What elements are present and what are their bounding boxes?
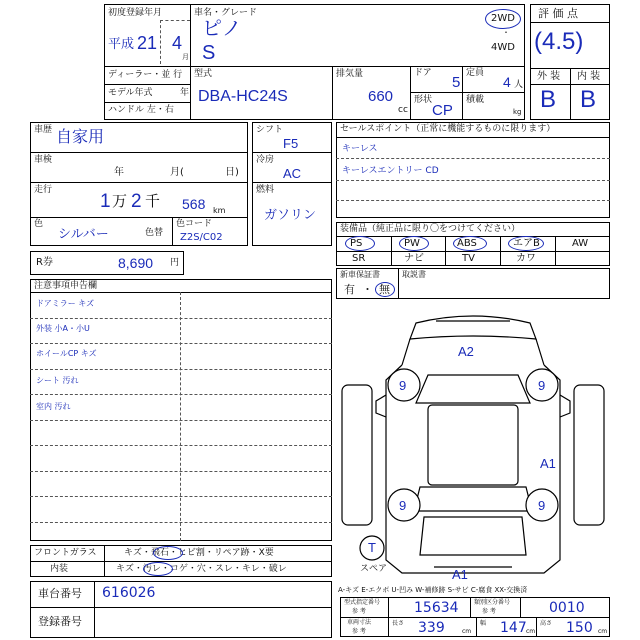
- equip-leather[interactable]: カワ: [516, 253, 536, 264]
- aircon-value: AC: [283, 166, 302, 181]
- exterior-label: 外 装: [537, 71, 561, 82]
- shift-label: シフト: [256, 125, 284, 135]
- notes-row-line: [30, 471, 332, 472]
- class-label: 類別区分番号: [474, 599, 511, 606]
- height-prefix: 高さ: [540, 620, 553, 627]
- recycle-box: [30, 251, 184, 275]
- registration-label: 登録番号: [38, 615, 82, 628]
- type-spec-label: 型式指定番号: [344, 599, 381, 606]
- model-year-label: モデル年式: [108, 88, 153, 98]
- history-value: 自家用: [56, 129, 105, 146]
- length-unit: cm: [462, 628, 472, 635]
- dealer-label: ディーラー・並 行: [108, 70, 183, 80]
- capacity-label: 定員: [466, 68, 485, 78]
- inspection-label: 車検: [34, 155, 53, 165]
- mileage-man: 1: [100, 191, 111, 212]
- load-label: 積載: [466, 95, 485, 105]
- notes-row-line: [30, 522, 332, 523]
- first-registration-label: 初度登録年月: [108, 8, 163, 18]
- sales-points-label: セールスポイント（正常に機能するものに限ります）: [340, 124, 556, 134]
- damage-legend: A-キズ E-エクボ U-凹み W-補修跡 S-サビ C-腐食 XX-交換済: [338, 586, 528, 594]
- warranty-no[interactable]: 無: [379, 283, 390, 296]
- recycle-unit: 円: [170, 258, 180, 268]
- era-label: 平成: [108, 37, 135, 52]
- equip-circle: [345, 236, 375, 251]
- type-value: DBA-HC24S: [198, 88, 288, 105]
- length-label: 車両寸法: [347, 619, 372, 626]
- note-item: 外装 小A・小U: [36, 324, 90, 333]
- sales-point-item: キーレスエントリー CD: [342, 166, 439, 176]
- shift-value: F5: [283, 136, 299, 151]
- inspection-day-unit: 日): [225, 167, 239, 178]
- interior-selected-circle: [143, 562, 173, 576]
- displacement-value: 660: [368, 88, 394, 105]
- type-label: 型式: [194, 69, 213, 79]
- height-value: 150: [566, 620, 593, 636]
- note-item: 室内 汚れ: [36, 402, 71, 411]
- rating-label: 評 価 点: [538, 7, 578, 20]
- fuel-value: ガソリン: [264, 207, 317, 222]
- car-grade-label: 車名・グレード: [194, 8, 258, 18]
- front-glass-label: フロントガラス: [34, 548, 97, 558]
- equip-circle: [453, 236, 487, 251]
- interior-grade: B: [580, 86, 597, 113]
- doors-label: ドア: [414, 68, 432, 78]
- load-unit: kg: [513, 108, 522, 116]
- chassis-value: 616026: [102, 585, 156, 601]
- damage-mark: A1: [540, 456, 556, 471]
- mileage-sen-unit: 千: [145, 192, 161, 210]
- damage-mark: A2: [458, 344, 474, 359]
- type-spec-sub: 参 考: [352, 608, 366, 615]
- equip-circle: [399, 236, 429, 251]
- equip-navi[interactable]: ナビ: [404, 253, 424, 264]
- warranty-selected-circle: [375, 282, 395, 297]
- chassis-label: 車台番号: [38, 587, 82, 600]
- equip-abs[interactable]: ABS: [457, 238, 477, 249]
- notes-row-line: [30, 318, 332, 319]
- notes-row-line: [30, 420, 332, 421]
- color-change-label: 色替: [145, 228, 164, 238]
- drive-2wd-option[interactable]: 2WD: [491, 13, 515, 24]
- interior-cond-label: 内装: [50, 564, 69, 574]
- registration-year: 21: [137, 33, 158, 53]
- equip-pw[interactable]: PW: [404, 238, 420, 249]
- height-unit: cm: [598, 628, 608, 635]
- damage-mark: 9: [538, 498, 546, 513]
- sales-point-item: キーレス: [342, 144, 378, 154]
- notes-row-line: [30, 369, 332, 370]
- drive-separator: ・: [502, 28, 510, 37]
- equip-tv[interactable]: TV: [462, 253, 475, 264]
- history-label: 車歴: [34, 125, 53, 135]
- color-value: シルバー: [58, 226, 109, 241]
- shape-label: 形状: [414, 95, 433, 105]
- equip-circle: [508, 236, 544, 251]
- model-year-unit: 年: [180, 88, 190, 98]
- rating-score: (4.5): [534, 28, 584, 55]
- spare-mark: T: [368, 540, 376, 555]
- aircon-label: 冷房: [256, 155, 275, 165]
- drive-4wd-option[interactable]: 4WD: [491, 42, 515, 53]
- handle-label: ハンドル 左・右: [108, 105, 174, 115]
- recycle-value: 8,690: [118, 255, 154, 271]
- mileage-sen: 2: [131, 191, 142, 212]
- notes-row-line: [30, 343, 332, 344]
- displacement-label: 排気量: [336, 69, 364, 79]
- registration-month: 4: [172, 33, 183, 53]
- interior-label: 内 装: [577, 71, 601, 82]
- color-code-label: 色コード: [176, 219, 213, 229]
- equip-sr[interactable]: SR: [352, 253, 366, 264]
- warranty-dot: ・: [362, 283, 373, 296]
- equip-aw[interactable]: AW: [572, 238, 589, 249]
- car-name: ピノ: [202, 18, 242, 40]
- front-glass-selected-circle: [153, 546, 183, 560]
- type-spec-value: 15634: [414, 600, 459, 616]
- capacity-value: 4: [503, 74, 511, 90]
- recycle-label: R券: [36, 257, 53, 268]
- note-item: ドアミラー キズ: [36, 299, 95, 308]
- notes-row-line: [30, 445, 332, 446]
- mileage-unit: km: [213, 206, 226, 215]
- length-prefix: 長さ: [392, 620, 405, 627]
- warranty-yes[interactable]: 有: [344, 283, 355, 296]
- capacity-unit: 人: [514, 80, 524, 90]
- month-unit: 月: [182, 53, 189, 61]
- damage-mark: 9: [399, 378, 407, 393]
- shape-value: CP: [432, 102, 453, 119]
- car-grade: S: [202, 42, 216, 64]
- fuel-label: 燃料: [256, 185, 275, 195]
- color-code-value: Z2S/C02: [180, 232, 223, 243]
- width-prefix: 幅: [480, 620, 487, 627]
- equip-ps[interactable]: PS: [350, 238, 363, 249]
- class-sub: 参 考: [482, 608, 496, 615]
- front-glass-options: キズ・飛石・ヒビ割・リペア跡・X要: [124, 548, 274, 558]
- inspection-month-unit: 月(: [170, 167, 184, 178]
- car-damage-diagram: [336, 305, 610, 583]
- equip-airbag[interactable]: エアB: [513, 238, 540, 249]
- length-sub: 参 考: [352, 628, 366, 635]
- mileage-man-unit: 万: [112, 192, 128, 210]
- equipment-label: 装備品（純正品に限り〇をつけてください）: [340, 224, 521, 234]
- note-item: シート 汚れ: [36, 376, 79, 385]
- width-value: 147: [500, 620, 527, 636]
- damage-mark: 9: [538, 378, 546, 393]
- doors-value: 5: [452, 74, 461, 91]
- mileage-rest: 568: [182, 196, 206, 212]
- interior-cond-options: キズ・汚レ・コゲ・穴・スレ・キレ・破レ: [116, 564, 287, 574]
- length-value: 339: [418, 620, 445, 636]
- manual-label: 取説書: [402, 270, 426, 279]
- spare-label: スペア: [360, 564, 388, 574]
- width-unit: cm: [526, 628, 536, 635]
- notes-label: 注意事項申告欄: [34, 281, 98, 291]
- class-value: 0010: [549, 600, 585, 616]
- displacement-unit: cc: [398, 105, 408, 115]
- warranty-label: 新車保証書: [340, 270, 380, 279]
- damage-mark: 9: [399, 498, 407, 513]
- notes-row-line: [30, 496, 332, 497]
- note-item: ホイールCP キズ: [36, 349, 97, 358]
- damage-mark: A1: [452, 567, 468, 582]
- notes-row-line: [30, 394, 332, 395]
- mileage-label: 走行: [34, 185, 53, 195]
- drive-selected-circle: [485, 9, 521, 29]
- inspection-year-unit: 年: [114, 167, 124, 178]
- color-label: 色: [34, 219, 44, 229]
- exterior-grade: B: [540, 86, 557, 113]
